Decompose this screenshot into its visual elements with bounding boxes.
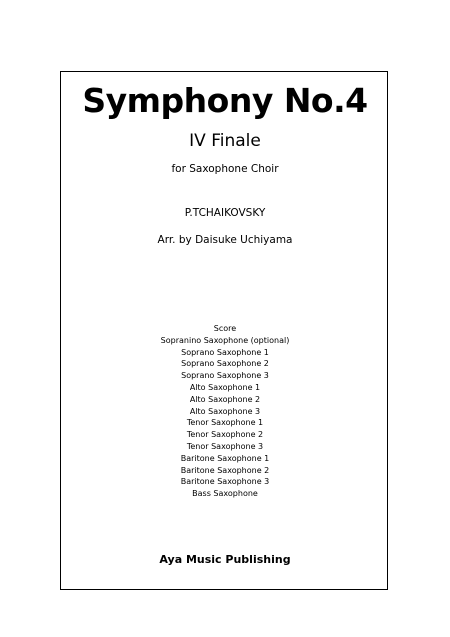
parts-list	[0, 323, 450, 500]
arranger-credit: Arr. by Daisuke Uchiyama	[157, 234, 293, 246]
publisher-name: Aya Music Publishing	[159, 553, 291, 566]
part-list-item: Alto Saxophone 1	[189, 382, 261, 392]
part-list-item: Alto Saxophone 3	[189, 406, 261, 416]
ensemble-line: for Saxophone Choir	[171, 163, 279, 175]
part-list-item: Sopranino Saxophone (optional)	[160, 335, 290, 345]
part-list-item: Tenor Saxophone 3	[186, 441, 264, 451]
part-list-item: Alto Saxophone 2	[189, 394, 261, 404]
part-list-item: Baritone Saxophone 1	[180, 453, 270, 463]
work-title: Symphony No.4	[82, 81, 368, 120]
composer-name: P.TCHAIKOVSKY	[184, 207, 266, 219]
part-list-item: Bass Saxophone	[192, 489, 258, 499]
movement-title: IV Finale	[189, 131, 261, 151]
part-list-item: Baritone Saxophone 2	[180, 465, 270, 475]
part-list-item: Score	[213, 324, 237, 333]
part-list-item: Tenor Saxophone 2	[186, 430, 264, 440]
part-list-item: Baritone Saxophone 3	[180, 477, 270, 487]
part-list-item: Soprano Saxophone 1	[181, 347, 269, 357]
part-list-item: Tenor Saxophone 1	[186, 418, 264, 428]
part-list-item: Soprano Saxophone 2	[181, 359, 269, 369]
part-list-item: Soprano Saxophone 3	[181, 371, 269, 381]
